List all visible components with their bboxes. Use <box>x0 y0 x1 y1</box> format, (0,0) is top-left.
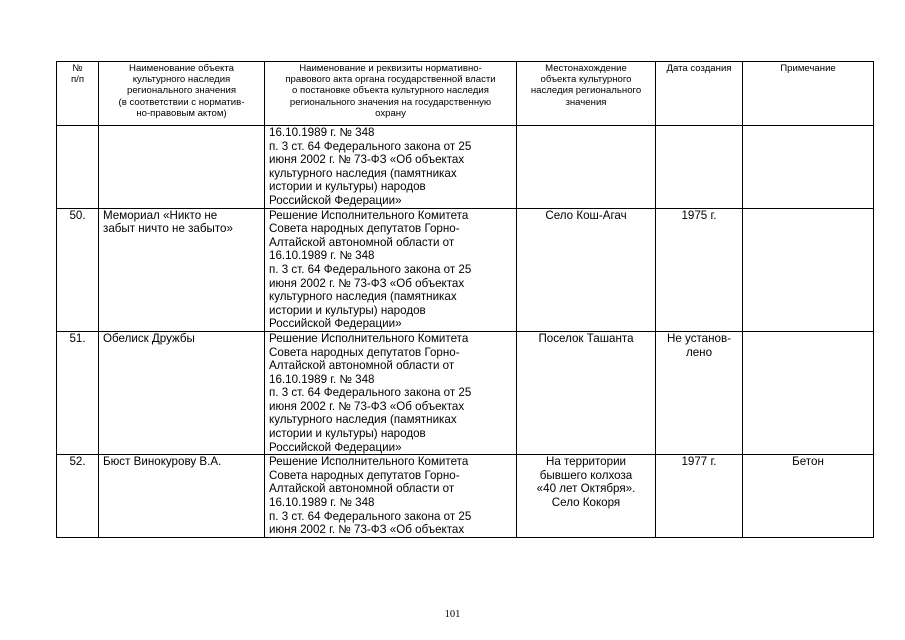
legal-act-line: п. 3 ст. 64 Федерального закона от 25 <box>269 509 472 523</box>
legal-act-line: истории и культуры) народов <box>269 427 426 441</box>
note <box>743 208 874 331</box>
legal-act-line: Совета народных депутатов Горно- <box>269 345 460 359</box>
legal-act-line: Совета народных депутатов Горно- <box>269 222 460 236</box>
creation-date <box>656 126 743 209</box>
legal-act <box>265 455 517 538</box>
legal-act-line: культурного наследия (памятниках <box>269 290 457 304</box>
header-location: Местонахождение объекта культурного наследия регионального значения <box>517 62 656 126</box>
legal-act-line: Российской Федерации» <box>269 440 402 454</box>
legal-act <box>265 208 517 331</box>
legal-act-line: Алтайской автономной области от <box>269 359 455 373</box>
page-number: 101 <box>444 609 461 620</box>
object-name <box>99 126 265 209</box>
legal-act-line: п. 3 ст. 64 Федерального закона от 25 <box>269 386 472 400</box>
table-header-row <box>57 62 874 126</box>
header-number: № п/п <box>57 62 99 126</box>
note <box>743 331 874 454</box>
row-number: 50. <box>57 208 99 331</box>
header-creation-date: Дата создания <box>656 62 743 126</box>
legal-act-line: Российской Федерации» <box>269 317 402 331</box>
note: Бетон <box>743 455 874 538</box>
legal-act-line: Совета народных депутатов Горно- <box>269 468 460 482</box>
legal-act-line: истории и культуры) народов <box>269 303 426 317</box>
object-location: На территории бывшего колхоза «40 лет Октября». Село Кокоря <box>517 455 656 538</box>
legal-act-line: Решение Исполнительного Комитета <box>269 331 469 345</box>
legal-act-line: июня 2002 г. № 73-ФЗ «Об объектах <box>269 276 465 290</box>
legal-act-line: культурного наследия (памятниках <box>269 166 457 180</box>
object-location <box>517 126 656 209</box>
legal-act-line: истории и культуры) народов <box>269 180 426 194</box>
legal-act <box>265 331 517 454</box>
legal-act-line: 16.10.1989 г. № 348 <box>269 372 375 386</box>
table-row <box>57 208 874 331</box>
legal-act-line: п. 3 ст. 64 Федерального закона от 25 <box>269 262 472 276</box>
creation-date: 1975 г. <box>656 208 743 331</box>
object-name: Бюст Винокурову В.А. <box>99 455 265 538</box>
header-object-name: Наименование объекта культурного наследия регионального значения (в соответствии с норматив- но-правовым актом) <box>99 62 265 126</box>
note <box>743 126 874 209</box>
legal-act-line: Алтайской автономной области от <box>269 235 455 249</box>
legal-act-line: культурного наследия (памятниках <box>269 413 457 427</box>
legal-act-line: 16.10.1989 г. № 348 <box>269 496 375 510</box>
header-note: Примечание <box>743 62 874 126</box>
legal-act-line: июня 2002 г. № 73-ФЗ «Об объектах <box>269 153 465 167</box>
table-row <box>57 455 874 538</box>
legal-act-line: Решение Исполнительного Комитета <box>269 208 469 222</box>
table-row <box>57 331 874 454</box>
row-number: 52. <box>57 455 99 538</box>
object-name: Мемориал «Никто не забыт ничто не забыто» <box>99 208 265 331</box>
object-name: Обелиск Дружбы <box>99 331 265 454</box>
legal-act-line: п. 3 ст. 64 Федерального закона от 25 <box>269 139 472 153</box>
object-location: Поселок Ташанта <box>517 331 656 454</box>
legal-act-line: июня 2002 г. № 73-ФЗ «Об объектах <box>269 399 465 413</box>
heritage-registry-table <box>56 61 874 538</box>
legal-act-line: 16.10.1989 г. № 348 <box>269 249 375 263</box>
row-number <box>57 126 99 209</box>
creation-date: 1977 г. <box>656 455 743 538</box>
creation-date: Не установ- лено <box>656 331 743 454</box>
legal-act <box>265 126 517 209</box>
object-location: Село Кош-Агач <box>517 208 656 331</box>
legal-act-line: Решение Исполнительного Комитета <box>269 455 469 469</box>
table-row <box>57 126 874 209</box>
row-number: 51. <box>57 331 99 454</box>
legal-act-line: Российской Федерации» <box>269 193 402 207</box>
legal-act-line: Алтайской автономной области от <box>269 482 455 496</box>
header-legal-act: Наименование и реквизиты нормативно- правового акта органа государственной власти о постановке объекта культурного наследия регионального значения на государственную охрану <box>265 62 517 126</box>
legal-act-line: 16.10.1989 г. № 348 <box>269 126 375 139</box>
legal-act-line: июня 2002 г. № 73-ФЗ «Об объектах <box>269 523 465 537</box>
